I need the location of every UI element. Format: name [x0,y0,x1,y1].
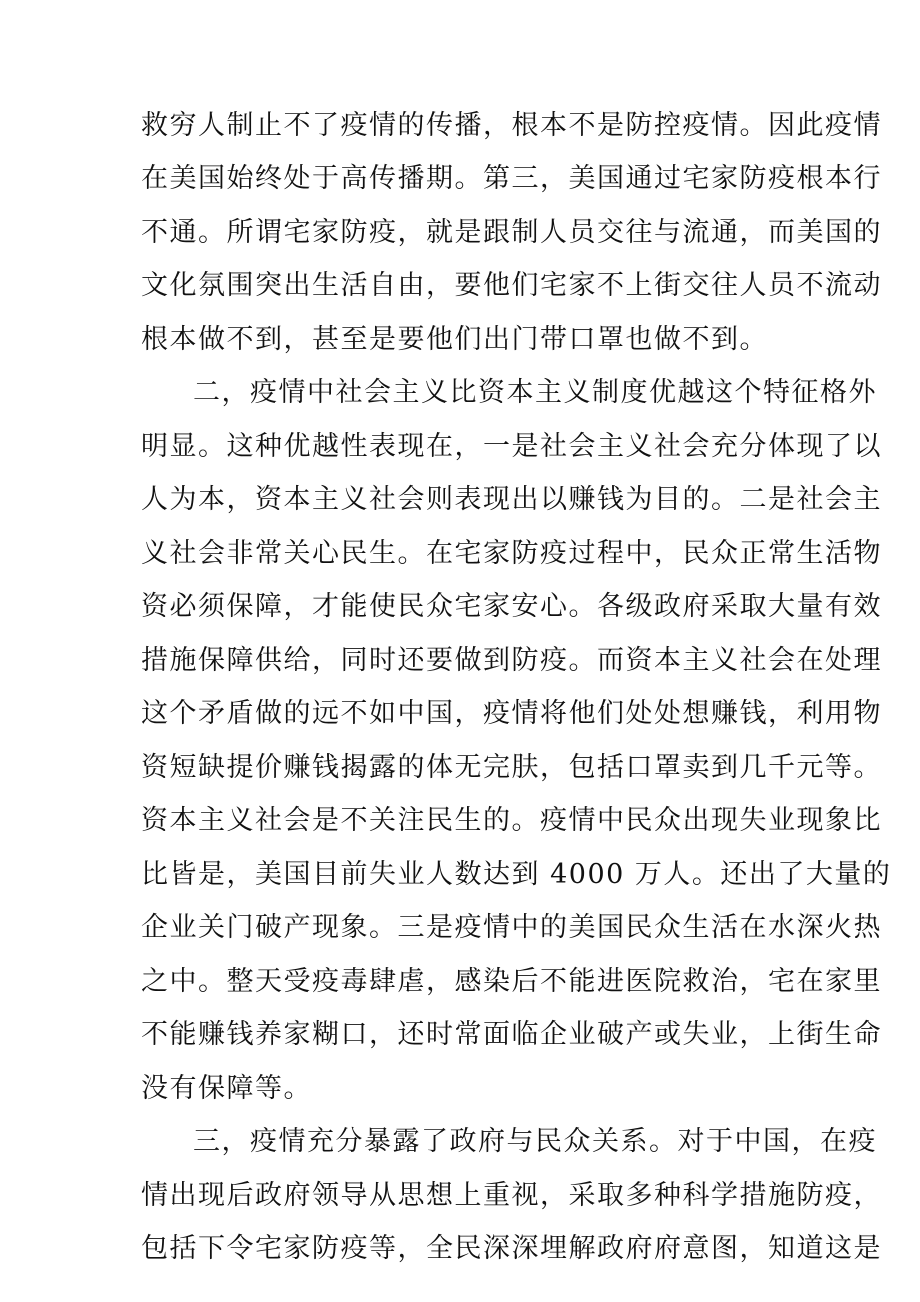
text-line: 义社会非常关心民生。在宅家防疫过程中，民众正常生活物 [141,538,882,569]
text-line: 没有保障等。 [141,1073,312,1104]
text-line: 措施保障供给，同时还要做到防疫。而资本主义社会在处理 [141,645,882,676]
paragraph-start-line: 三，疫情充分暴露了政府与民众关系。对于中国，在疫 [193,1126,877,1157]
text-line: 根本做不到，甚至是要他们出门带口罩也做不到。 [141,324,768,355]
text-line: 人为本，资本主义社会则表现出以赚钱为目的。二是社会主 [141,484,882,515]
text-line: 企业关门破产现象。三是疫情中的美国民众生活在水深火热 [141,912,882,943]
text-line: 包括下令宅家防疫等，全民深深埋解政府府意图，知道这是 [141,1233,882,1264]
text-line: 资本主义社会是不关注民生的。疫情中民众出现失业现象比 [141,805,882,836]
text-line: 资必须保障，才能使民众宅家安心。各级政府采取大量有效 [141,591,882,622]
text-line: 文化氛围突出生活自由，要他们宅家不上街交往人员不流动 [141,270,882,301]
text-line: 在美国始终处于高传播期。第三，美国通过宅家防疫根本行 [141,163,882,194]
text-line: 不通。所谓宅家防疫，就是跟制人员交往与流通，而美国的 [141,217,882,248]
paragraph-start-line: 二，疫情中社会主义比资本主义制度优越这个特征格外 [193,377,877,408]
text-line: 比皆是，美国目前失业人数达到 4000 万人。还出了大量的 [141,859,892,890]
text-line: 救穷人制止不了疫情的传播，根本不是防控疫情。因此疫情 [141,110,882,141]
text-line: 明显。这种优越性表现在，一是社会主义社会充分体现了以 [141,431,882,462]
text-line: 情出现后政府领导从思想上重视，采取多种科学措施防疫， [141,1180,882,1211]
text-line: 之中。整天受疫毒肆虐，感染后不能进医院救治，宅在家里 [141,966,882,997]
text-line: 不能赚钱养家糊口，还时常面临企业破产或失业，上街生命 [141,1019,882,1050]
text-line: 资短缺提价赚钱揭露的体无完肤，包括口罩卖到几千元等。 [141,752,882,783]
text-line: 这个矛盾做的远不如中国，疫情将他们处处想赚钱，利用物 [141,698,882,729]
